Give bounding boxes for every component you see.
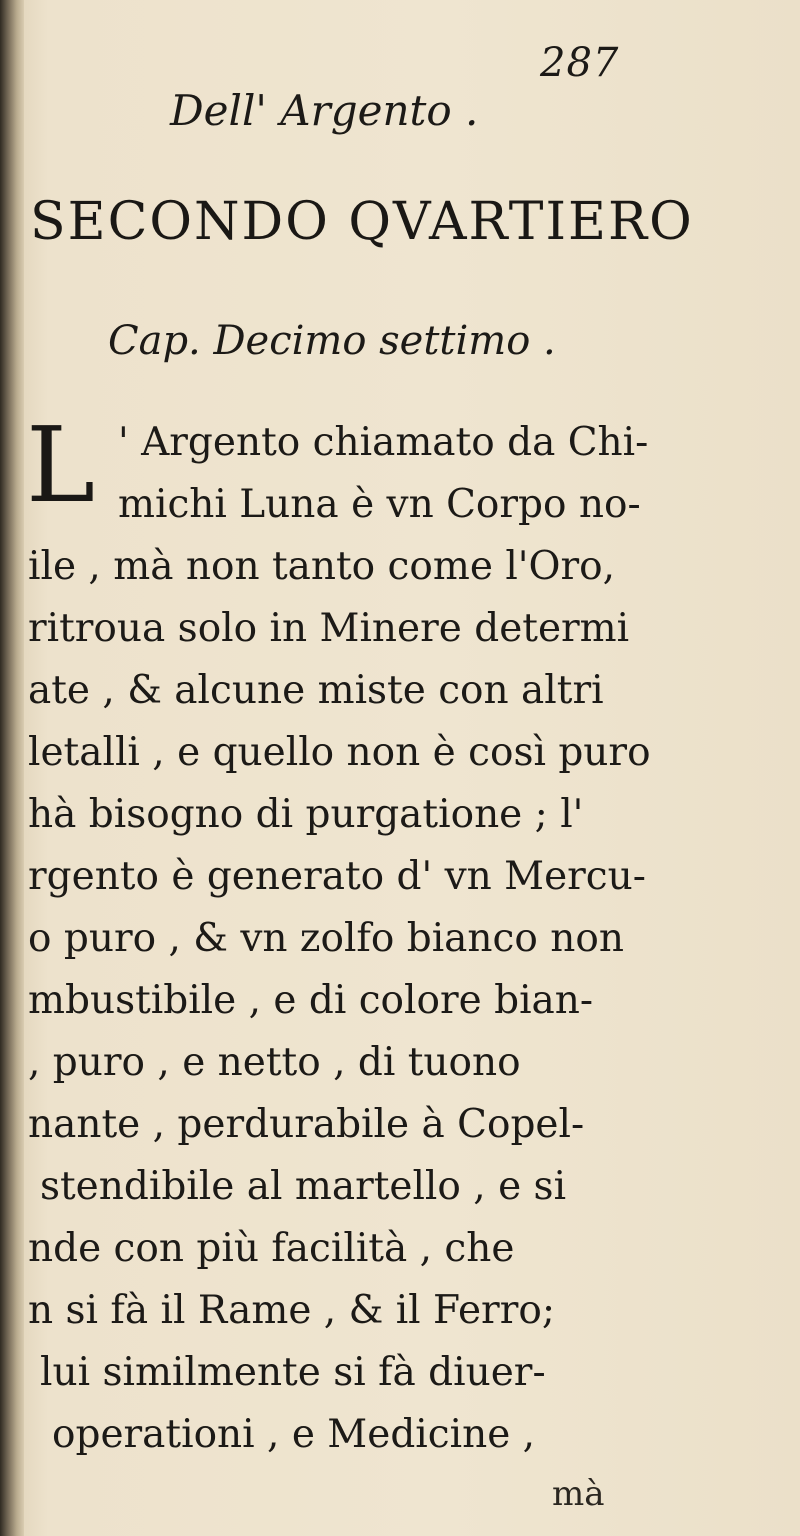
page-number: 287 <box>540 40 620 86</box>
text-line: nde con più facilità , che <box>28 1226 515 1271</box>
text-line: stendibile al martello , e si <box>40 1164 567 1209</box>
running-head: Dell' Argento . <box>170 86 479 135</box>
text-line: ate , & alcune miste con altri <box>28 668 604 713</box>
text-line: n si fà il Rame , & il Ferro; <box>28 1288 555 1333</box>
text-line: letalli , e quello non è così puro <box>28 730 651 775</box>
text-line: lui similmente si fà diuer- <box>40 1350 546 1395</box>
text-line: , puro , e netto , di tuono <box>28 1040 521 1085</box>
text-line: mbustibile , e di colore bian- <box>28 978 594 1023</box>
text-line: hà bisogno di purgatione ; l' <box>28 792 584 837</box>
drop-cap: L <box>26 404 96 526</box>
text-line: ritroua solo in Minere determi <box>28 606 630 651</box>
book-binding-edge <box>0 0 24 1536</box>
text-line: ile , mà non tanto come l'Oro, <box>28 544 616 589</box>
text-line: ' Argento chiamato da Chi- <box>118 420 649 465</box>
text-line: operationi , e Medicine , <box>52 1412 536 1457</box>
section-title: SECONDO QVARTIERO <box>30 192 694 252</box>
text-line: nante , perdurabile à Copel- <box>28 1102 585 1147</box>
catchword: mà <box>552 1474 605 1514</box>
text-line: rgento è generato d' vn Mercu- <box>28 854 646 899</box>
text-line: o puro , & vn zolfo bianco non <box>28 916 624 961</box>
chapter-title: Cap. Decimo settimo . <box>108 318 556 364</box>
text-line: michi Luna è vn Corpo no- <box>118 482 641 527</box>
